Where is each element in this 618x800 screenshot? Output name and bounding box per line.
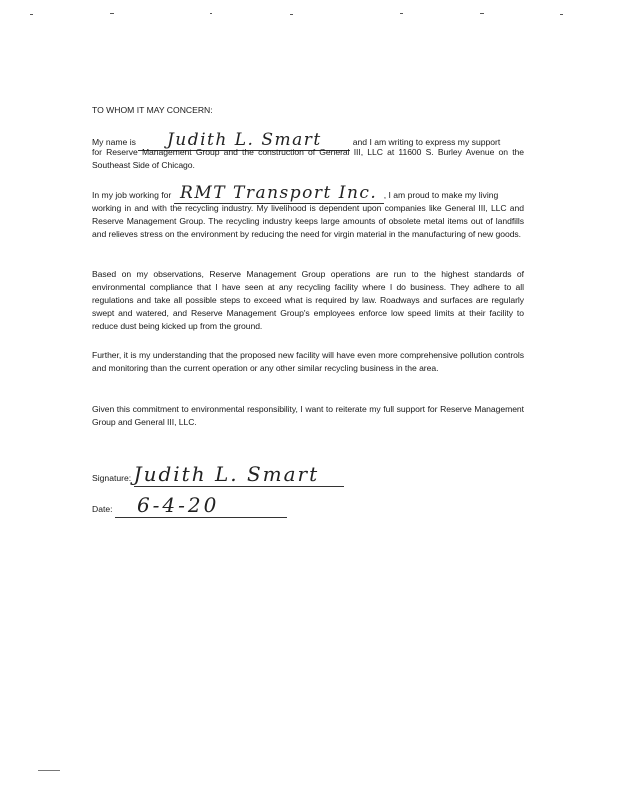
handwritten-date: 6-4-20	[136, 493, 220, 517]
signature-field	[134, 462, 344, 487]
paragraph-5: Given this commitment to environmental responsibility, I want to reiterate my full support for Reserve Management Group and General III, LLC.	[92, 404, 524, 427]
scan-speck	[30, 14, 33, 15]
paragraph-4: Further, it is my understanding that the proposed new facility will have even more comprehensive pollution controls and monitoring than the current operation or any other similar recycling business in the area.	[92, 350, 524, 373]
date-line	[92, 493, 287, 518]
scan-speck	[480, 13, 484, 14]
name-trail-text: and I am writing to express my support	[352, 137, 501, 147]
paragraph-2-rest: working in and with the recycling industry. My livelihood is dependent upon companies like General III, LLC and Reserve Management Group. The recycling industry keeps large amounts of obsolete metal items out of landfills and relieves stress on the environment by reducing the need for virgin material in the manufacturing of new goods.	[92, 203, 524, 239]
employer-lead-text: In my job working for	[92, 190, 172, 200]
scan-speck	[110, 13, 114, 14]
scan-speck	[290, 14, 293, 15]
signature-line	[92, 462, 344, 487]
employer-line	[92, 183, 498, 204]
scan-speck	[38, 770, 60, 771]
salutation: TO WHOM IT MAY CONCERN:	[92, 105, 213, 115]
paragraph-1-rest: for Reserve Management Group and the construction of General III, LLC at 11600 S. Burley Avenue on the Southeast Side of Chicago.	[92, 147, 524, 170]
date-label: Date:	[92, 504, 113, 514]
handwritten-employer: RMT Transport Inc.	[180, 183, 378, 203]
employer-field	[174, 183, 384, 204]
scan-speck	[400, 13, 403, 14]
handwritten-signature: Judith L. Smart	[133, 462, 320, 486]
scan-speck	[210, 13, 212, 14]
scan-speck	[560, 14, 563, 15]
signature-label: Signature:	[92, 473, 132, 483]
date-field	[115, 493, 287, 518]
name-lead-text: My name is	[92, 137, 136, 147]
employer-trail-text: , I am proud to make my living	[383, 190, 499, 200]
paragraph-3: Based on my observations, Reserve Management Group operations are run to the highest standards of environmental compliance that I have seen at any recycling facility where I do business. They adhere to all regulations and take all possible steps to exceed what is required by law. Roadways and surfaces are regularly swept and watered, and Reserve Management Group's employees enforce low speed limits at their facility to reduce dust being kicked up from the ground.	[92, 269, 524, 331]
handwritten-name: Judith L. Smart	[166, 130, 322, 150]
